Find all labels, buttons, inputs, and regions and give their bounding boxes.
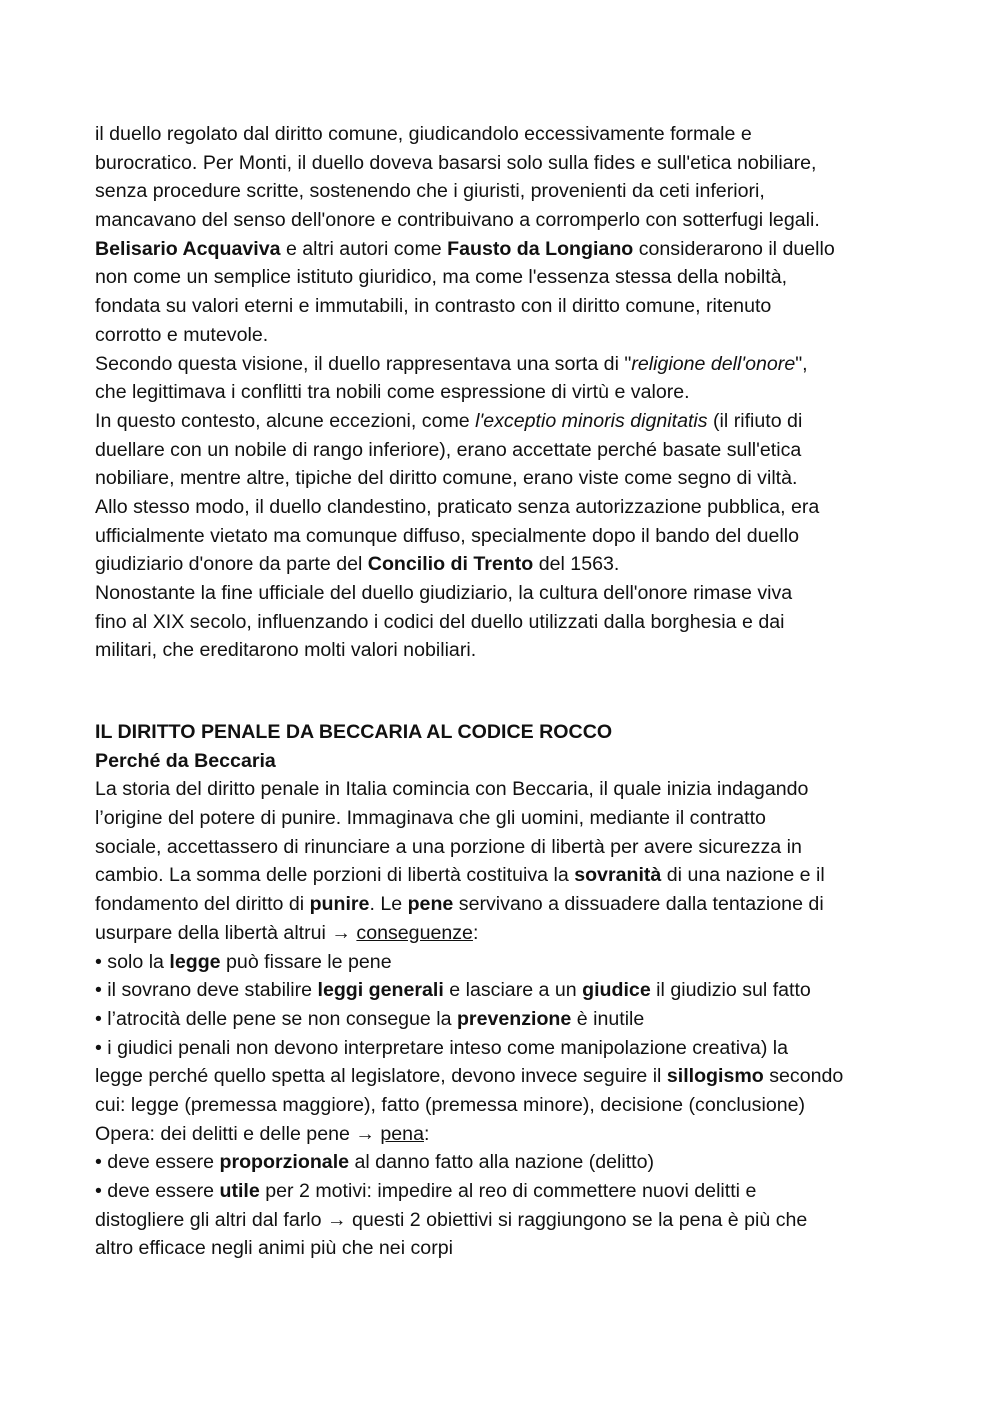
text-line: legge perché quello spetta al legislatore, devono invece seguire il sillogismo secondo bbox=[95, 1065, 844, 1088]
bullet-item: • deve essere utile per 2 motivi: impedire al reo di commettere nuovi delitti e bbox=[95, 1180, 757, 1202]
bold-term: proporzionale bbox=[219, 1151, 350, 1174]
text-line: corrotto e mutevole. bbox=[95, 323, 269, 346]
text-line: senza procedure scritte, sostenendo che i giuristi, provenienti da ceti inferiori, bbox=[95, 180, 765, 203]
bullet-item: • il sovrano deve stabilire leggi generali e lasciare a un giudice il giudizio sul fatto bbox=[95, 979, 811, 1002]
bullet-item: • i giudici penali non devono interpretare inteso come manipolazione creativa) la bbox=[95, 1036, 789, 1059]
bullet-item: • deve essere proporzionale al danno fatto alla nazione (delitto) bbox=[95, 1151, 655, 1174]
section-beccaria bbox=[95, 718, 925, 1263]
text-line: giudiziario d'onore da parte del Concilio di Trento del 1563. bbox=[95, 553, 620, 576]
arrow-icon: → bbox=[355, 1122, 375, 1145]
arrow-icon: → bbox=[326, 1208, 347, 1231]
bold-term: leggi generali bbox=[317, 979, 444, 1002]
text-line: In questo contesto, alcune eccezioni, come l'exceptio minoris dignitatis (il rifiuto di bbox=[95, 409, 803, 432]
italic-term: l'exceptio minoris dignitatis bbox=[475, 409, 708, 432]
bold-term: Belisario Acquaviva bbox=[95, 237, 281, 260]
text-line: Allo stesso modo, il duello clandestino, praticato senza autorizzazione pubblica, era bbox=[95, 495, 820, 518]
arrow-icon: → bbox=[331, 921, 351, 944]
bold-term: prevenzione bbox=[456, 1007, 572, 1030]
paragraph-duello bbox=[95, 120, 925, 665]
bullet-item: • solo la legge può fissare le pene bbox=[95, 950, 392, 973]
text-line: fino al XIX secolo, influenzando i codici del duello utilizzati dalla borghesia e dai bbox=[95, 610, 785, 633]
section-title: IL DIRITTO PENALE DA BECCARIA AL CODICE ROCCO bbox=[95, 721, 613, 743]
bullet-item: • l’atrocità delle pene se non consegue la prevenzione è inutile bbox=[95, 1007, 645, 1030]
text-line: ufficialmente vietato ma comunque diffuso, specialmente dopo il bando del duello bbox=[95, 524, 800, 547]
text-line: distogliere gli altri dal farlo → questi 2 obiettivi si raggiungono se la pena è più che bbox=[95, 1208, 808, 1231]
text-line: il duello regolato dal diritto comune, giudicandolo eccessivamente formale e bbox=[95, 123, 752, 145]
underlined-term: pena bbox=[380, 1122, 424, 1145]
text-line: Nonostante la fine ufficiale del duello giudiziario, la cultura dell'onore rimase viva bbox=[95, 582, 793, 604]
bold-term: punire bbox=[309, 893, 370, 916]
text-line: sociale, accettassero di rinunciare a una porzione di libertà per avere sicurezza in bbox=[95, 835, 802, 858]
bold-term: sovranità bbox=[574, 864, 662, 887]
text-line: fondamento del diritto di punire. Le pene servivano a dissuadere dalla tentazione di bbox=[95, 893, 824, 916]
text-line: Opera: dei delitti e delle pene → pena: bbox=[95, 1122, 430, 1145]
bold-term: giudice bbox=[582, 979, 651, 1002]
text-line: cui: legge (premessa maggiore), fatto (premessa minore), decisione (conclusione) bbox=[95, 1093, 806, 1116]
section-subtitle: Perché da Beccaria bbox=[95, 749, 276, 772]
underlined-term: conseguenze bbox=[356, 921, 473, 944]
text-line: altro efficace negli animi più che nei corpi bbox=[95, 1237, 453, 1260]
text-line: Secondo questa visione, il duello rappresentava una sorta di "religione dell'onore", bbox=[95, 352, 808, 375]
text-line: fondata su valori eterni e immutabili, in contrasto con il diritto comune, ritenuto bbox=[95, 295, 772, 318]
text-line: cambio. La somma delle porzioni di libertà costituiva la sovranità di una nazione e il bbox=[95, 864, 825, 887]
text-line: non come un semplice istituto giuridico, ma come l'essenza stessa della nobiltà, bbox=[95, 266, 788, 289]
text-line: La storia del diritto penale in Italia comincia con Beccaria, il quale inizia indagando bbox=[95, 778, 809, 801]
text-line: militari, che ereditarono molti valori nobiliari. bbox=[95, 639, 477, 662]
text-line: burocratico. Per Monti, il duello doveva basarsi solo sulla fides e sull'etica nobiliare, bbox=[95, 151, 817, 174]
bold-term: utile bbox=[219, 1180, 260, 1202]
text-line: duellare con un nobile di rango inferiore), erano accettate perché basate sull'etica bbox=[95, 438, 802, 461]
text-line: nobiliare, mentre altre, tipiche del diritto comune, erano viste come segno di viltà. bbox=[95, 467, 798, 490]
bold-term: sillogismo bbox=[666, 1065, 764, 1088]
text-line: che legittimava i conflitti tra nobili come espressione di virtù e valore. bbox=[95, 381, 690, 404]
bold-term: Concilio di Trento bbox=[367, 553, 534, 576]
text-line: usurpare della libertà altrui → conseguenze: bbox=[95, 921, 479, 944]
bold-term: legge bbox=[169, 950, 221, 973]
bold-term: Fausto da Longiano bbox=[447, 237, 634, 260]
italic-term: religione dell'onore bbox=[631, 352, 796, 375]
text-line: Belisario Acquaviva e altri autori come Fausto da Longiano considerarono il duello bbox=[95, 237, 835, 260]
text-line: mancavano del senso dell'onore e contribuivano a corromperlo con sotterfugi legali. bbox=[95, 209, 820, 232]
text-line: l’origine del potere di punire. Immaginava che gli uomini, mediante il contratto bbox=[95, 807, 766, 830]
bold-term: pene bbox=[407, 893, 454, 916]
